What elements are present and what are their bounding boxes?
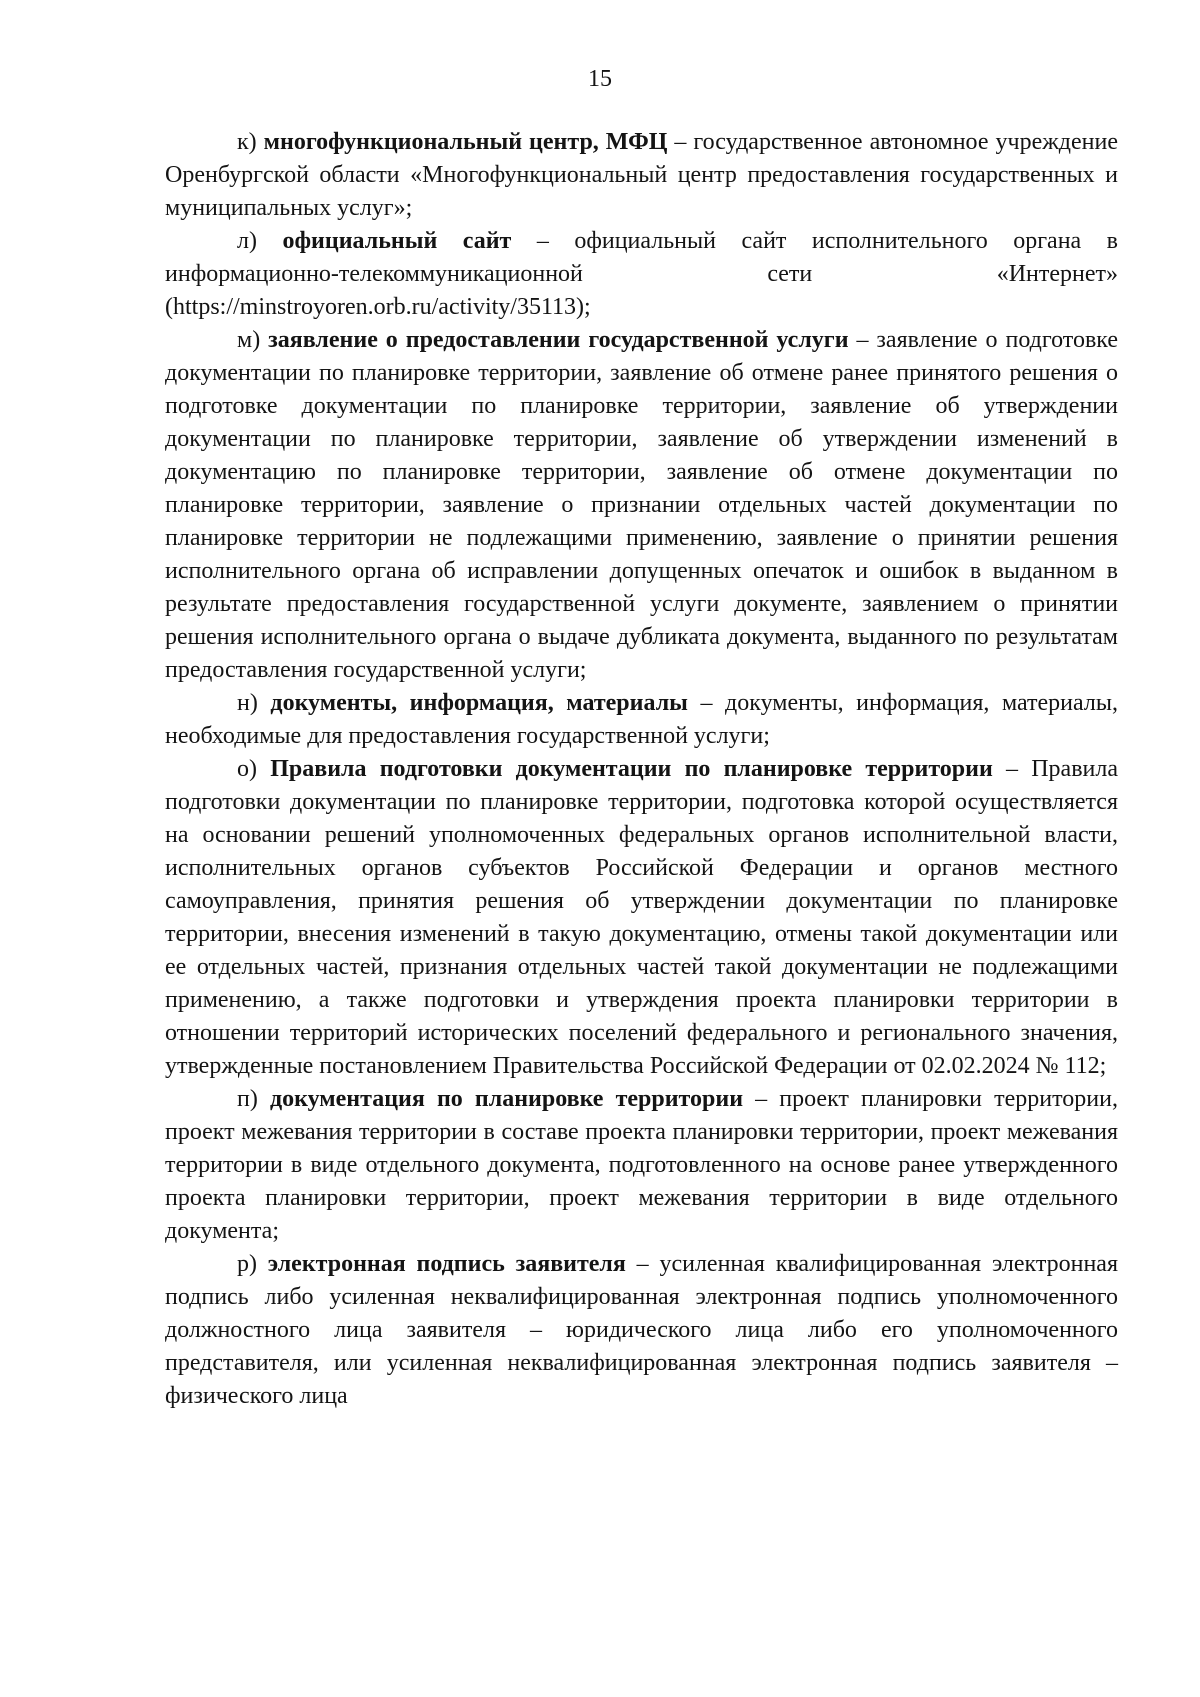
- defined-term: многофункциональный центр, МФЦ: [263, 129, 668, 155]
- definition-item-p: [165, 1083, 1118, 1248]
- definition-item-k: [165, 126, 1118, 225]
- item-marker: р): [237, 1251, 257, 1277]
- defined-term: официальный сайт: [282, 228, 512, 254]
- definition-item-n: [165, 687, 1118, 753]
- definition-item-r: [165, 1248, 1118, 1413]
- definition-item-m: [165, 324, 1118, 687]
- item-marker: н): [237, 690, 258, 716]
- defined-term: документация по планировке территории: [269, 1086, 744, 1112]
- definition-text: – проект планировки территории, проект межевания территории в составе проекта планировки территории, проект межевания территории в виде отдельного документа, подготовленного на основе ранее утвержденного проекта планировки территории, проект межевания территории в виде отдельного документа;: [165, 1086, 1118, 1244]
- item-marker: о): [237, 756, 257, 782]
- item-marker: л): [237, 228, 257, 254]
- definition-item-l: [165, 225, 1118, 324]
- definition-text: – официальный сайт исполнительного органа в информационно-телекоммуникационной сети «Интернет» (https://minstroyoren.orb.ru/activity/35113);: [165, 228, 1119, 320]
- definition-text: – заявление о подготовке документации по планировке территории, заявление об отмене ранее принятого решения о подготовке документации по планировке территории, заявление об утверждении документации по планировке территории, заявление об утверждении изменений в документацию по планировке территории, заявление об отмене документации по планировке территории, заявление о признании отдельных частей документации по планировке территории не подлежащими применению, заявление о принятии решения исполнительного органа об исправлении допущенных опечаток и ошибок в выданном в результате предоставления государственной услуги документе, заявлением о принятии решения исполнительного органа о выдаче дубликата документа, выданного по результатам предоставления государственной услуги;: [165, 327, 1118, 683]
- page-number: 15: [588, 66, 612, 92]
- defined-term: Правила подготовки документации по планировке территории: [270, 756, 993, 782]
- item-marker: к): [237, 129, 257, 155]
- definition-text: – Правила подготовки документации по планировке территории, подготовка которой осуществляется на основании решений уполномоченных федеральных органов исполнительной власти, исполнительных органов субъектов Российской Федерации и органов местного самоуправления, принятия решения об утверждении документации по планировке территории, внесения изменений в такую документацию, отмены такой документации или ее отдельных частей, признания отдельных частей такой документации не подлежащими применению, а также подготовки и утверждения проекта планировки территории в отношении территорий исторических поселений федерального и регионального значения, утвержденные постановлением Правительства Российской Федерации от 02.02.2024 № 112;: [165, 756, 1118, 1079]
- item-marker: м): [237, 327, 261, 353]
- definition-text: – государственное автономное учреждение Оренбургской области «Многофункциональный центр предоставления государственных и муниципальных услуг»;: [165, 129, 1119, 221]
- defined-term: документы, информация, материалы: [270, 690, 688, 716]
- definition-text: – усиленная квалифицированная электронная подпись либо усиленная неквалифицированная электронная подпись уполномоченного должностного лица заявителя – юридического лица либо его уполномоченного представителя, или усиленная неквалифицированная электронная подпись заявителя – физического лица: [165, 1251, 1118, 1409]
- item-marker: п): [237, 1086, 258, 1112]
- document-body: [165, 126, 1118, 1413]
- defined-term: электронная подпись заявителя: [267, 1251, 626, 1277]
- definition-item-o: [165, 753, 1118, 1083]
- definition-text: – документы, информация, материалы, необходимые для предоставления государственной услуги;: [165, 690, 1118, 749]
- defined-term: заявление о предоставлении государственной услуги: [268, 327, 849, 353]
